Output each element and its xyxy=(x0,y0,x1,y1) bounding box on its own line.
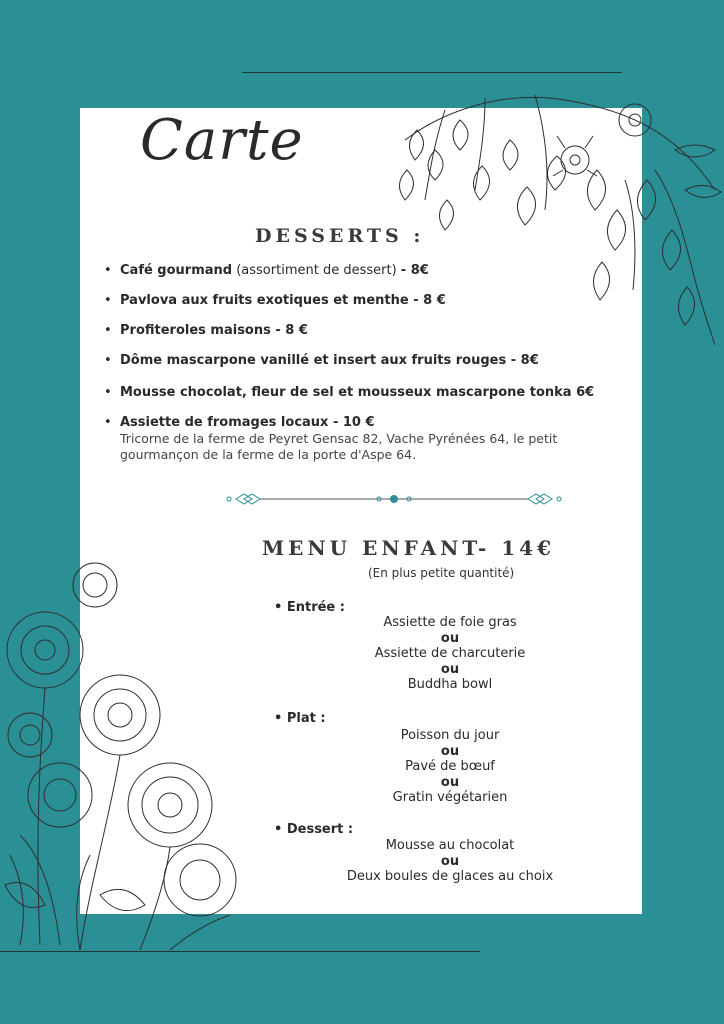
list-item xyxy=(100,414,630,463)
dish-price: - 8€ xyxy=(400,263,429,278)
option: Mousse au chocolat xyxy=(385,838,515,853)
list-item xyxy=(100,322,630,339)
or-separator: ou xyxy=(440,630,460,646)
floral-illustration-bottom-left xyxy=(0,555,260,955)
desserts-list xyxy=(100,262,630,463)
option: Deux boules de glaces au choix xyxy=(346,869,554,885)
option: Pavé de bœuf xyxy=(405,759,495,775)
option: Assiette de foie gras xyxy=(383,615,517,630)
course-options-dessert xyxy=(300,838,600,885)
course-options-entree xyxy=(300,615,600,693)
list-item xyxy=(100,292,630,309)
or-separator: ou xyxy=(440,743,460,759)
dish-name: Dôme mascarpone vanillé et insert aux fruits rouges - 8€ xyxy=(120,353,539,368)
course-label-plat: • Plat : xyxy=(274,711,326,726)
or-separator: ou xyxy=(440,661,460,677)
list-item xyxy=(100,384,630,401)
option: Buddha bowl xyxy=(407,677,493,693)
or-separator: ou xyxy=(440,774,460,790)
option: Assiette de charcuterie xyxy=(374,646,526,662)
course-label-entree: • Entrée : xyxy=(274,600,345,615)
dish-name: Café gourmand xyxy=(120,263,233,278)
dish-note: (assortiment de dessert) xyxy=(232,263,401,278)
dish-name: Mousse chocolat, fleur de sel et mousseux mascarpone tonka 6€ xyxy=(120,385,595,400)
kids-menu-heading: MENU ENFANT- 14€ xyxy=(262,536,556,560)
or-separator: ou xyxy=(440,853,460,869)
dish-description: Tricorne de la ferme de Peyret Gensac 82, Vache Pyrénées 64, le petit gourmançon de la ferme de la porte d'Aspe 64. xyxy=(120,431,558,462)
course-options-plat xyxy=(300,728,600,806)
option: Gratin végétarien xyxy=(392,790,508,806)
dish-name: Assiette de fromages locaux - 10 € xyxy=(120,415,375,430)
desserts-heading: DESSERTS : xyxy=(255,225,425,247)
page-title: Carte xyxy=(140,108,304,173)
list-item xyxy=(100,352,630,369)
kids-menu-note: (En plus petite quantité) xyxy=(368,566,515,580)
list-item xyxy=(100,262,630,279)
ornamental-divider xyxy=(224,488,564,510)
dish-name: Pavlova aux fruits exotiques et menthe - 8 € xyxy=(120,293,446,308)
option: Poisson du jour xyxy=(400,728,500,743)
dish-name: Profiteroles maisons - 8 € xyxy=(120,323,308,338)
course-label-dessert: • Dessert : xyxy=(274,822,353,837)
